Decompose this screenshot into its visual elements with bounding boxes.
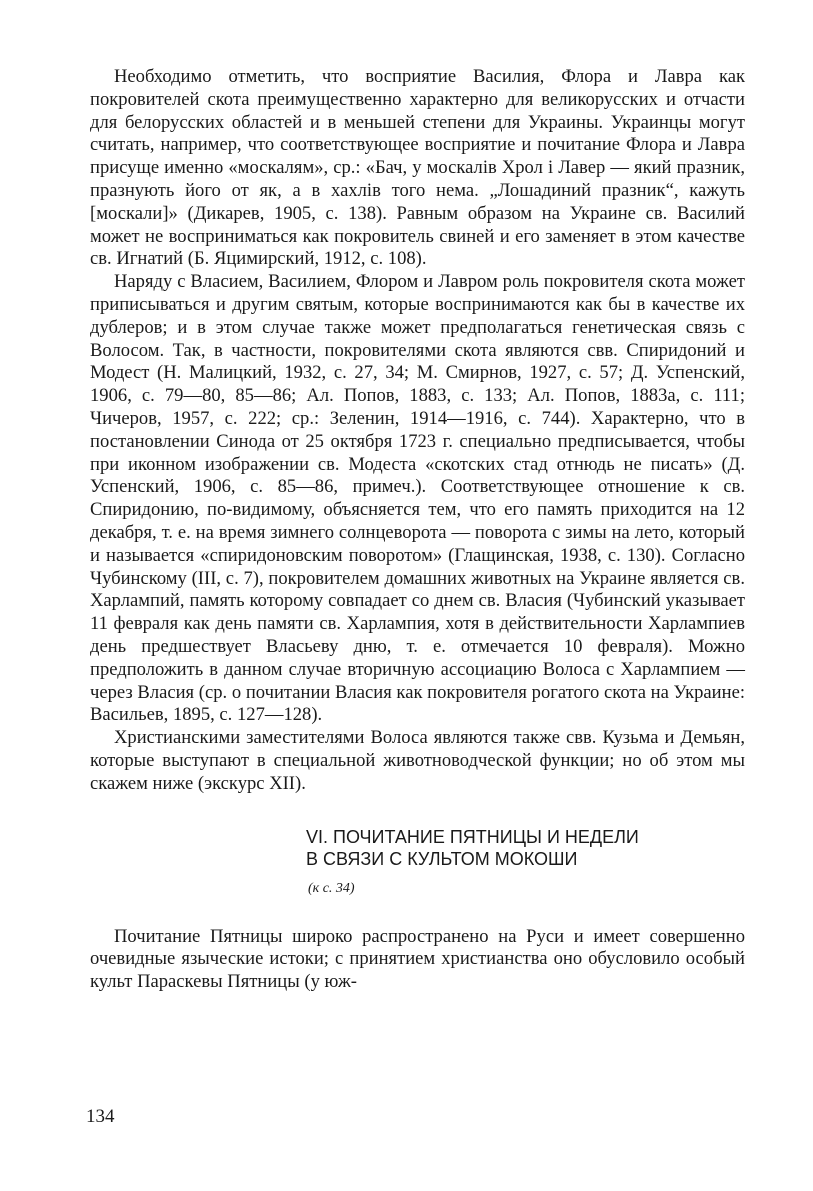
paragraph-2: Наряду с Власием, Василием, Флором и Лавром роль покровителя скота может приписываться и другим святым, которые воспринимаются как бы в качестве их дублеров; и в этом случае также может предполагаться генетическая связь с Волосом. Так, в частности, покровителями скота являются свв. Спиридоний и Модест (Н. Малицкий, 1932, с. 27, 34; М. Смирнов, 1927, с. 57; Д. Успенский, 1906, с. 79—80, 85—86; Ал. Попов, 1883, с. 133; Ал. Попов, 1883а, с. 111; Чичеров, 1957, с. 222; ср.: Зеленин, 1914—1916, с. 744). Характерно, что в постановлении Синода от 25 октября 1723 г. специально предписывается, чтобы при иконном изображении св. Модеста «скотских стад отнюдь не писать» (Д. Успенский, 1906, с. 85—86, примеч.). Соответствующее отношение к св. Спиридонию, по-видимому, объясняется тем, что его память приходится на 12 декабря, т. е. на время зимнего солнцеворота — поворота с зимы на лето, который и называется «спиридоновским поворотом» (Глащинская, 1938, с. 130). Согласно Чубинскому (III, с. 7), покровителем домашних животных на Украине является св. Харлампий, память которому совпадает со днем св. Власия (Чубинский указывает 11 февраля как день памяти св. Харлампия, хотя в действительности Харлампиев день предшествует Власьеву дню, т. е. отмечается 10 февраля). Можно предположить в данном случае вторичную ассоциацию Волоса с Харлампием — через Власия (ср. о почитании Власия как покровителя рогатого скота на Украине: Васильев, 1895, с. 127—128).	[90, 271, 745, 726]
section-heading-line-1: VI. ПОЧИТАНИЕ ПЯТНИЦЫ И НЕДЕЛИ	[306, 826, 639, 847]
page-body	[90, 66, 745, 994]
section-heading	[306, 826, 745, 870]
page-number: 134	[86, 1106, 115, 1127]
section-page-reference: (к с. 34)	[308, 880, 355, 896]
paragraph-1: Необходимо отметить, что восприятие Василия, Флора и Лавра как покровителей скота преимущественно характерно для великорусских и отчасти для белорусских областей и в меньшей степени для Украины. Украинцы могут считать, например, что соответствующее восприятие и почитание Флора и Лавра присуще именно «москалям», ср.: «Бач, у москалів Хрол і Лавер — який празник, празнують його от як, а в хахлів того нема. „Лошадиний празник“, кажуть [москали]» (Дикарев, 1905, с. 138). Равным образом на Украине св. Василий может не восприниматься как покровитель свиней и его заменяет в этом качестве св. Игнатий (Б. Яцимирский, 1912, с. 108).	[90, 66, 745, 270]
paragraph-4: Почитание Пятницы широко распространено на Руси и имеет совершенно очевидные языческие истоки; с принятием христианства оно обусловило особый культ Параскевы Пятницы (у юж-	[90, 925, 745, 993]
paragraph-3: Христианскими заместителями Волоса являются также свв. Кузьма и Демьян, которые выступают в специальной животноводческой функции; но об этом мы скажем ниже (экскурс XII).	[90, 727, 745, 794]
section-heading-line-2: В СВЯЗИ С КУЛЬТОМ МОКОШИ	[306, 848, 578, 869]
